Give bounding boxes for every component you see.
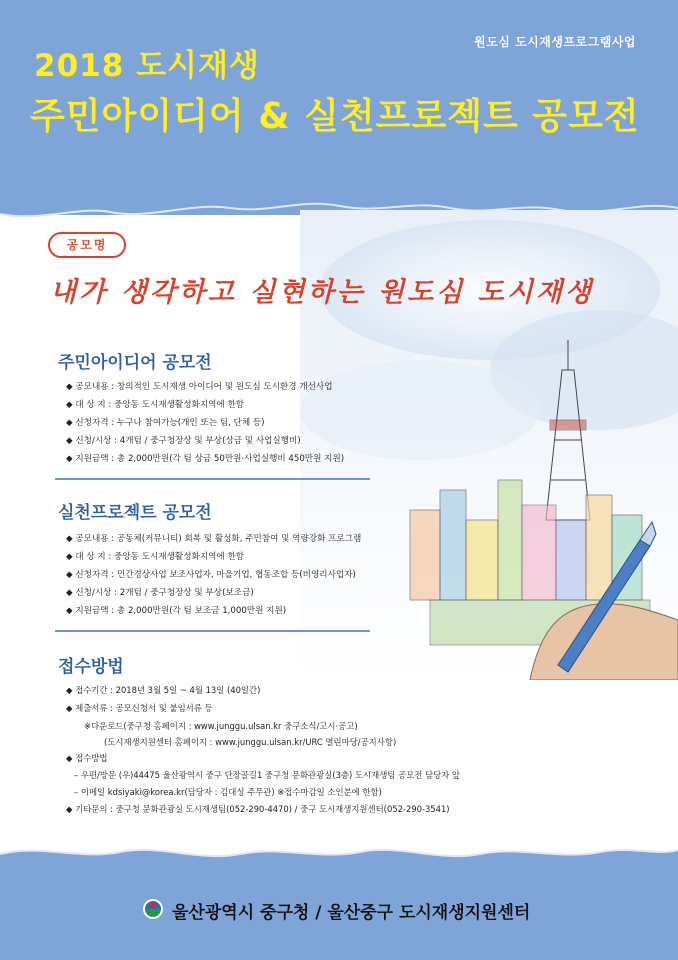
- list-item: ◆ 신청/시상 : 2개팀 / 중구청장상 및 부상(보조금): [66, 588, 254, 598]
- section-title-project: 실천프로젝트 공모전: [58, 503, 212, 523]
- contest-badge: 공모명: [48, 232, 126, 258]
- idea-details-list: [66, 378, 344, 468]
- district-logo-icon: [142, 898, 164, 920]
- section-title-submission: 접수방법: [58, 657, 124, 677]
- download-info-1: ※다운로드(중구청 홈페이지 : www.junggu.ulsan.kr 중구소식/고시·공고): [84, 721, 358, 731]
- list-item: ◆ 공모내용 : 창의적인 도시재생 아이디어 및 원도심 도시환경 개선사업: [66, 382, 333, 392]
- method-mail: – 우편/방문 (우)44475 울산광역시 중구 단장골길1 중구청 문화관광실(3층) 도시재생팀 공모전 담당자 앞: [74, 770, 460, 780]
- section-divider: [55, 478, 370, 480]
- main-title: 주민아이디어 & 실천프로젝트 공모전: [30, 96, 640, 137]
- organizer-name: 울산광역시 중구청 / 울산중구 도시재생지원센터: [172, 903, 531, 923]
- list-item: ◆ 신청/시상 : 4개팀 / 중구청장상 및 부상(상금 및 사업실행비): [66, 436, 301, 446]
- list-item: ◆ 신청자격 : 누구나 참여가능(개인 또는 팀, 단체 등): [66, 418, 265, 428]
- list-item: ◆ 대 상 지 : 중앙동 도시재생활성화지역에 한함: [66, 400, 245, 410]
- program-subtitle: 원도심 도시재생프로그램사업: [474, 35, 636, 49]
- project-details-list: [66, 530, 361, 620]
- submission-period: ◆ 접수기간 : 2018년 3월 5일 ~ 4월 13일 (40일간): [66, 685, 261, 695]
- list-item: ◆ 지원금액 : 총 2,000만원(각 팀 보조금 1,000만원 지원): [66, 606, 287, 616]
- contest-name: 내가 생각하고 실현하는 원도심 도시재생: [50, 277, 594, 308]
- method-email: – 이메일 kdsiyaki@korea.kr(담당자 : 김대성 주무관) ※접수마감일 소인분에 한함): [74, 787, 382, 797]
- section-title-idea: 주민아이디어 공모전: [58, 353, 212, 373]
- inquiry-info: ◆ 기타문의 : 중구청 문화관광실 도시재생팀(052-290-4470) / 중구 도시재생지원센터(052-290-3541): [66, 804, 450, 814]
- submission-method: ◆ 접수방법: [66, 753, 108, 763]
- submission-documents: ◆ 제출서류 : 공모신청서 및 붙임서류 등: [66, 703, 213, 713]
- list-item: ◆ 신청자격 : 민간경상사업 보조사업자, 마을기업, 협동조합 등(비영리사업자): [66, 570, 356, 580]
- section-divider: [55, 630, 370, 632]
- list-item: ◆ 공모내용 : 공동체(커뮤니티) 회복 및 활성화, 주민참여 및 역량강화 프로그램: [66, 534, 362, 544]
- title-year: 2018 도시재생: [34, 48, 260, 84]
- list-item: ◆ 지원금액 : 총 2,000만원(각 팀 상금 50만원·사업실행비 450만원 지원): [66, 454, 345, 464]
- list-item: ◆ 대 상 지 : 중앙동 도시재생활성화지역에 한함: [66, 552, 245, 562]
- download-info-2: (도시재생지원센터 홈페이지 : www.junggu.ulsan.kr/URC 열린마당/공지사항): [104, 737, 397, 747]
